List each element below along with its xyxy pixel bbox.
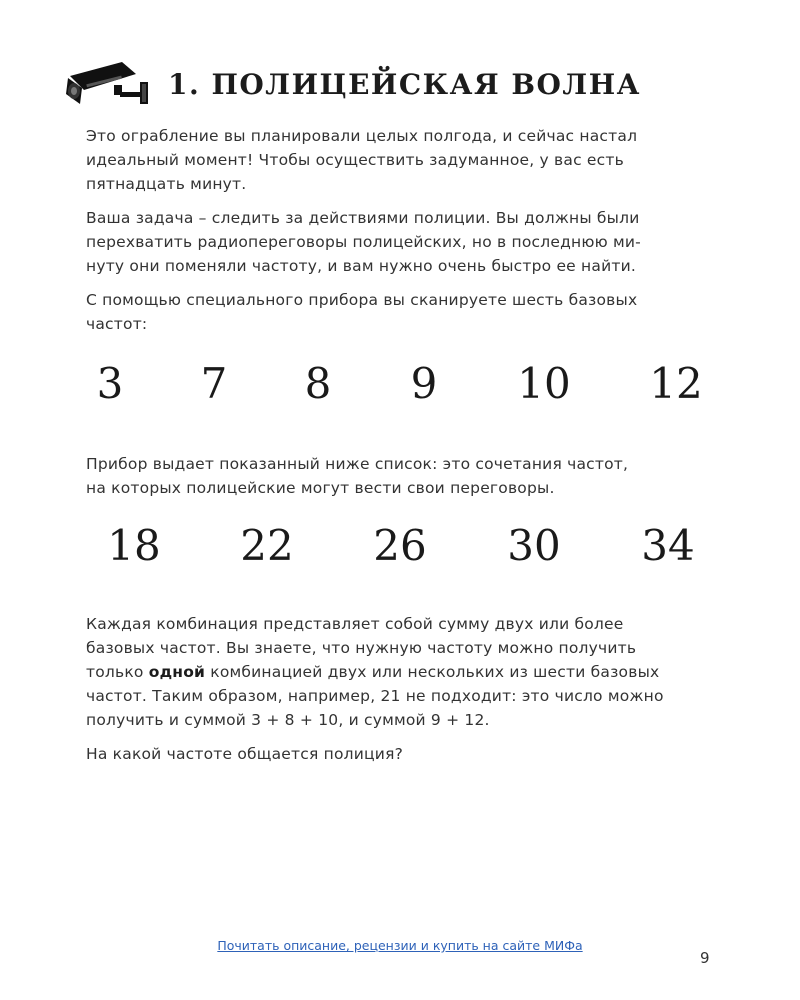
text-line: идеальный момент! Чтобы осуществить задуманное, у вас есть <box>86 151 624 169</box>
text-line: нуту они поменяли частоту, и вам нужно очень быстро ее найти. <box>86 257 636 275</box>
base-frequency: 8 <box>304 359 332 408</box>
rules-paragraph <box>86 612 726 732</box>
text-line <box>86 660 726 684</box>
text-line: С помощью специального прибора вы сканируете шесть базовых <box>86 291 638 309</box>
text-line: Это ограбление вы планировали целых полгода, и сейчас настал <box>86 127 638 145</box>
emphasis-word: одной <box>148 663 206 681</box>
chapter-header <box>64 58 641 110</box>
text-line: получить и суммой 3 + 8 + 10, и суммой 9 + 12. <box>86 711 490 729</box>
text-line: Каждая комбинация представляет собой сумму двух или более <box>86 615 624 633</box>
text-line: Ваша задача – следить за действиями полиции. Вы должны были <box>86 209 640 227</box>
buy-book-link[interactable]: Почитать описание, рецензии и купить на сайте МИФа <box>217 938 583 953</box>
text-fragment: комбинацией двух или нескольких из шести базовых <box>205 663 660 681</box>
base-frequency: 9 <box>410 359 438 408</box>
text-line: базовых частот. Вы знаете, что нужную частоту можно получить <box>86 639 637 657</box>
combination-frequency: 34 <box>641 521 695 570</box>
text-line: на которых полицейские могут вести свои переговоры. <box>86 479 555 497</box>
page-title: 1. ПОЛИЦЕЙСКАЯ ВОЛНА <box>168 67 641 101</box>
intro-paragraph-2 <box>86 206 726 278</box>
question-text: На какой частоте общается полиция? <box>86 745 404 763</box>
intro-paragraph-3 <box>86 288 726 336</box>
base-frequencies-row <box>0 356 800 412</box>
page-number: 9 <box>700 949 710 967</box>
question-paragraph <box>86 742 726 766</box>
base-frequency: 7 <box>200 359 228 408</box>
combination-frequency: 22 <box>240 521 294 570</box>
base-frequency: 10 <box>517 359 571 408</box>
text-line: частот. Таким образом, например, 21 не подходит: это число можно <box>86 687 664 705</box>
base-frequency: 3 <box>96 359 124 408</box>
text-fragment: только <box>86 663 149 681</box>
combinations-row <box>0 518 800 574</box>
combination-frequency: 30 <box>507 521 561 570</box>
base-frequency: 12 <box>649 359 703 408</box>
text-line: пятнадцать минут. <box>86 175 247 193</box>
security-camera-icon <box>64 58 156 110</box>
text-line: частот: <box>86 315 148 333</box>
intro-paragraph-1 <box>86 124 726 196</box>
combination-frequency: 26 <box>373 521 427 570</box>
combination-frequency: 18 <box>107 521 161 570</box>
text-line: перехватить радиопереговоры полицейских, но в последнюю ми- <box>86 233 641 251</box>
text-line: Прибор выдает показанный ниже список: это сочетания частот, <box>86 455 629 473</box>
list-intro-paragraph <box>86 452 726 500</box>
